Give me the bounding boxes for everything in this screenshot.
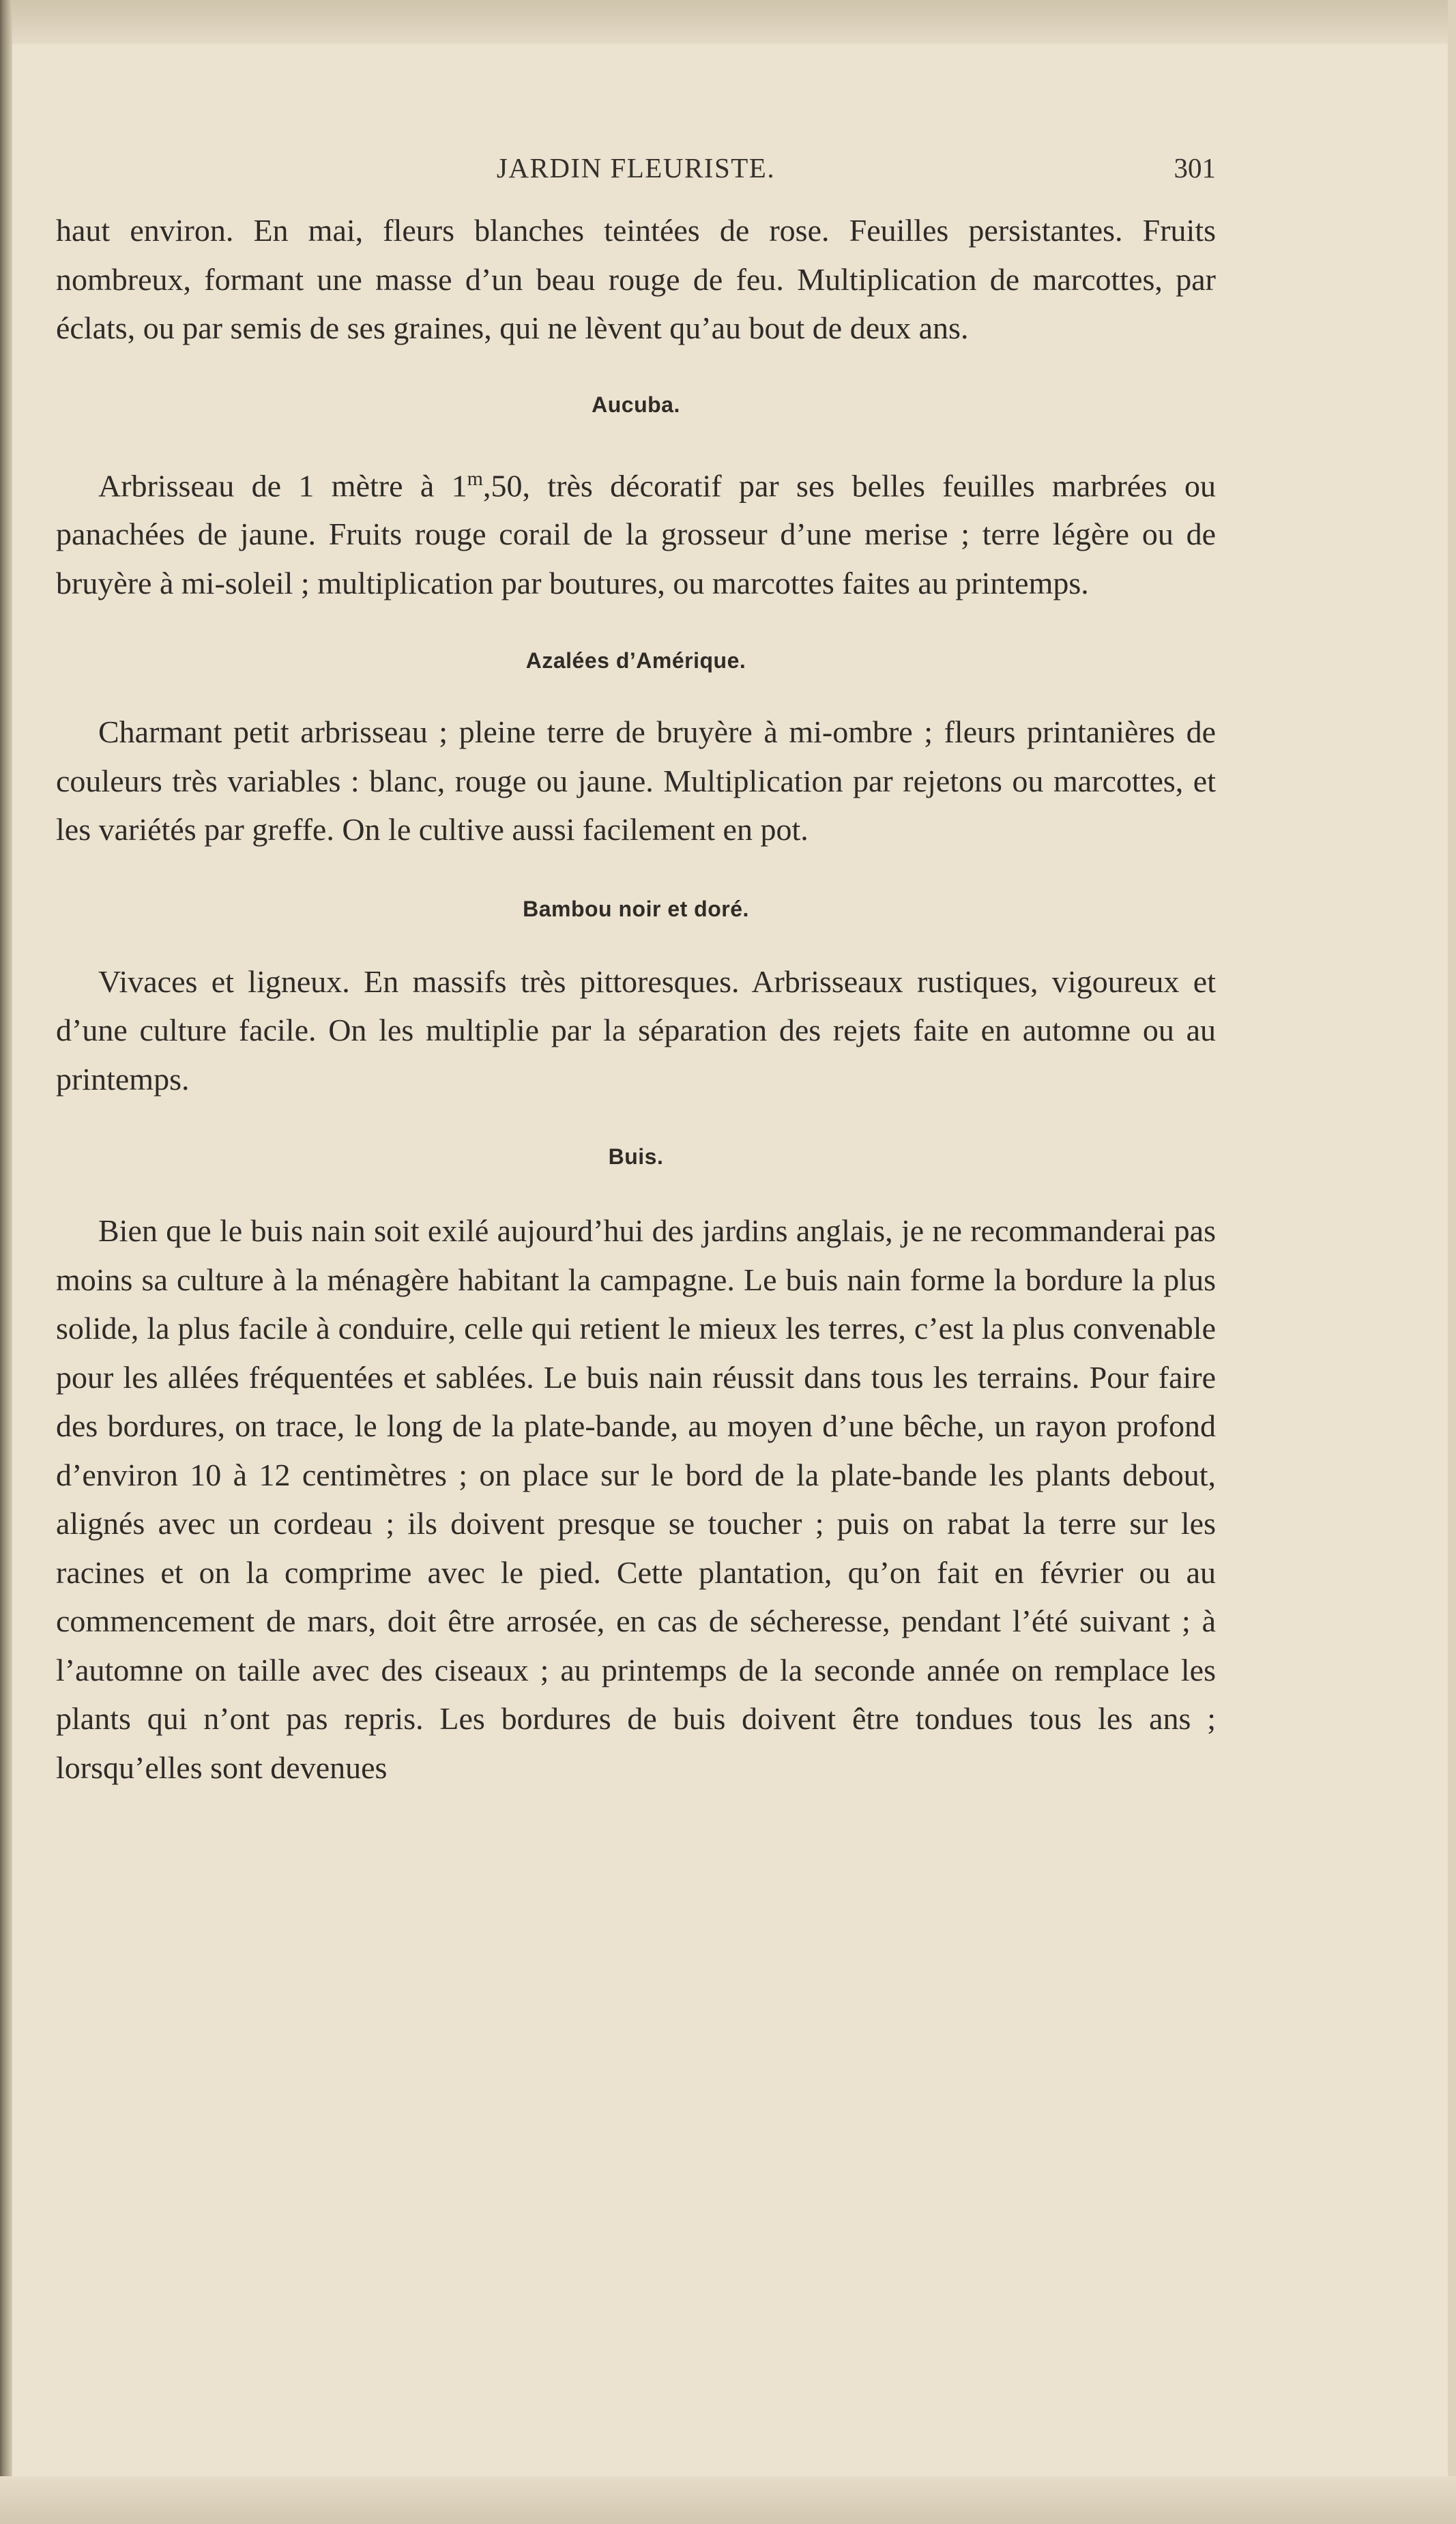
section-heading-buis: Buis. <box>608 1144 664 1170</box>
intro-paragraph: haut environ. En mai, fleurs blanches teintées de rose. Feuilles persistantes. Fruits nombreux, formant une masse d’un beau rouge de feu. Multiplication de marcottes, par éclats, ou par semis de ses graines, qui ne lèvent qu’au bout de deux ans. <box>56 213 1216 345</box>
page-top-edge <box>0 0 1456 44</box>
page-binding-edge <box>0 0 12 2524</box>
section-heading-bambou: Bambou noir et doré. <box>523 896 749 921</box>
section-heading-aucuba: Aucuba. <box>592 392 680 417</box>
page-right-edge <box>1448 0 1456 2524</box>
section-text-bambou: Vivaces et ligneux. En massifs très pittoresques. Arbrisseaux rustiques, vigoureux et d’une culture facile. On les multiplie par la séparation des rejets faite en automne ou au printemps. <box>56 963 1216 1097</box>
running-title: JARDIN FLEURISTE. <box>496 152 776 184</box>
metre-superscript: m <box>467 467 483 490</box>
aucuba-text-start: Arbrisseau de 1 mètre à 1 <box>98 467 467 503</box>
page-number: 301 <box>1174 152 1216 184</box>
page-header <box>56 151 1216 206</box>
aucuba-text-end: ,50, très décoratif par ses belles feuilles marbrées ou panachées de jaune. Fruits rouge corail de la grosseur d’une merise ; terre légère ou de bruyère à mi-soleil ; multiplication par boutures, ou marcottes faites au printemps. <box>56 467 1216 600</box>
section-text-buis: Bien que le buis nain soit exilé aujourd’hui des jardins anglais, je ne recommanderai pas moins sa culture à la ménagère habitant la campagne. Le buis nain forme la bordure la plus solide, la plus facile à conduire, celle qui retient le mieux les terres, c’est la plus convenable pour les allées fréquentées et sablées. Le buis nain réussit dans tous les terrains. Pour faire des bordures, on trace, le long de la plate-bande, au moyen d’une bêche, un rayon profond d’environ 10 à 12 centimètres ; on place sur le bord de la plate-bande les plants debout, alignés avec un cordeau ; ils doivent presque se toucher ; puis on rabat la terre sur les racines et on la comprime avec le pied. Cette plantation, qu’on fait en février ou au commencement de mars, doit être arrosée, en cas de sécheresse, pendant l’été suivant ; à l’automne on taille avec des ciseaux ; au printemps de la seconde année on remplace les plants qui n’ont pas repris. Les bordures de buis doivent être tondues tous les ans ; lorsqu’elles sont devenues <box>56 1213 1216 1785</box>
page-content <box>56 151 1216 1792</box>
section-text-aucuba <box>56 454 1216 608</box>
page-bottom-edge <box>0 2476 1456 2524</box>
section-heading-azalees: Azalées d’Amérique. <box>525 648 746 673</box>
section-text-azalees: Charmant petit arbrisseau ; pleine terre de bruyère à mi-ombre ; fleurs printanières de couleurs très variables : blanc, rouge ou jaune. Multiplication par rejetons ou marcottes, et les variétés par greffe. On le cultive aussi facilement en pot. <box>56 714 1216 847</box>
